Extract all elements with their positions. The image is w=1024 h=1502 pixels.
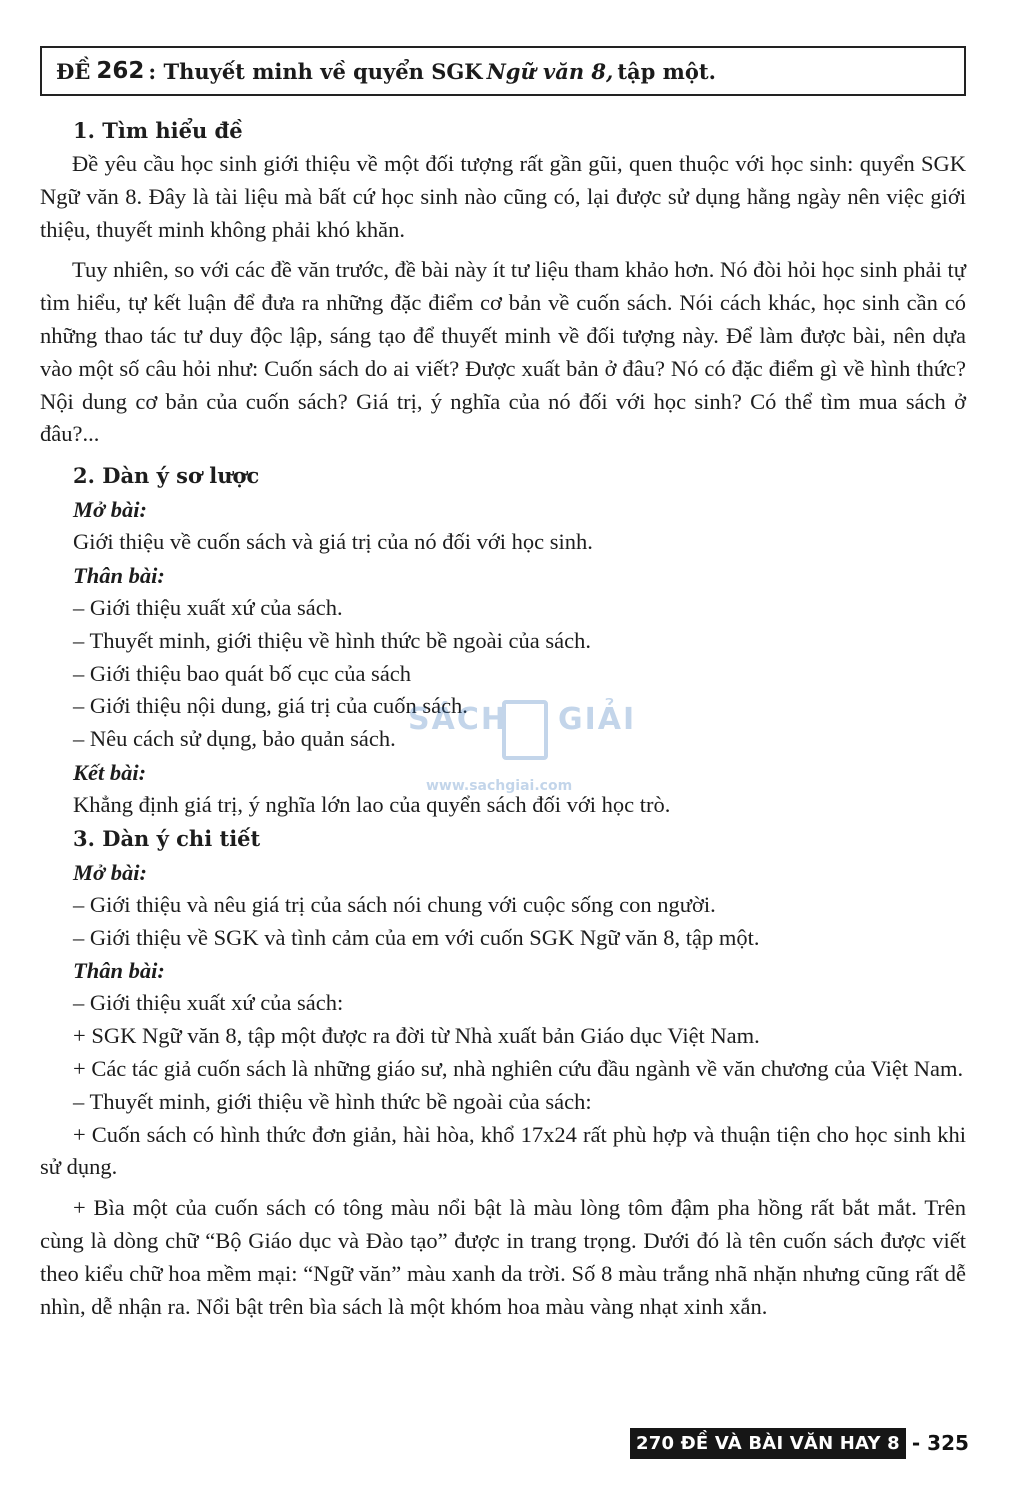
title-book-name: Ngữ văn 8, — [486, 58, 614, 84]
watermark-url: www.sachgiai.com — [426, 778, 573, 794]
paragraph: Giới thiệu về cuốn sách và giá trị của nó đối với học sinh. — [73, 529, 593, 555]
watermark-logo: SÁCH — [408, 702, 508, 737]
list-item: – Giới thiệu nội dung, giá trị của cuốn sách. — [73, 693, 468, 719]
list-item: + Bìa một của cuốn sách có tông màu nổi bật là màu lòng tôm đậm pha hồng rất bắt mắt. Trên cùng là dòng chữ “Bộ Giáo dục và Đào tạo” được in trang trọng. Dưới đó là tên cuốn sách được viết theo kiểu chữ hoa mềm mại: “Ngữ văn” màu xanh da trời. Số 8 màu trắng nhã nhặn nhưng cũng rất dễ nhìn, dễ nhận ra. Nổi bật trên bìa sách là một khóm hoa màu vàng nhạt xinh xắn. — [40, 1195, 966, 1319]
list-item: – Giới thiệu xuất xứ của sách. — [73, 594, 343, 620]
watermark-logo-right: GIẢI — [558, 702, 637, 737]
subheading-ket-bai: Kết bài: — [73, 759, 147, 785]
list-item: – Thuyết minh, giới thiệu về hình thức bề ngoài của sách. — [73, 627, 591, 653]
subheading-than-bai: Thân bài: — [73, 958, 165, 984]
paragraph: Đề yêu cầu học sinh giới thiệu về một đối tượng rất gần gũi, quen thuộc với học sinh: quyển SGK Ngữ văn 8. Đây là tài liệu mà bất cứ học sinh nào cũng có, lại được sử dụng hằng ngày nên việc giới thiệu, thuyết minh không phải khó khăn. — [40, 151, 966, 242]
section-heading-1: 1. Tìm hiểu đề — [73, 118, 243, 143]
list-item: – Giới thiệu và nêu giá trị của sách nói chung với cuộc sống con người. — [73, 891, 716, 917]
subheading-than-bai: Thân bài: — [73, 562, 165, 588]
list-item: – Giới thiệu về SGK và tình cảm của em với cuốn SGK Ngữ văn 8, tập một. — [73, 924, 760, 950]
page-number: - 325 — [911, 1431, 969, 1455]
list-item: – Thuyết minh, giới thiệu về hình thức bề ngoài của sách: — [73, 1088, 592, 1114]
paragraph: Khẳng định giá trị, ý nghĩa lớn lao của quyển sách đối với học trò. — [73, 791, 671, 817]
exercise-title — [40, 46, 966, 96]
subheading-mo-bai: Mở bài: — [73, 859, 147, 885]
list-item: – Giới thiệu bao quát bố cục của sách — [73, 660, 412, 686]
list-item: + Cuốn sách có hình thức đơn giản, hài hòa, khổ 17x24 rất phù hợp và thuận tiện cho học sinh khi sử dụng. — [40, 1121, 966, 1180]
section-heading-2: 2. Dàn ý sơ lược — [73, 463, 260, 489]
list-item: + Các tác giả cuốn sách là những giáo sư, nhà nghiên cứu đầu ngành về văn chương của Việt Nam. — [73, 1055, 964, 1081]
list-item: – Giới thiệu xuất xứ của sách: — [73, 990, 344, 1016]
section-heading-3: 3. Dàn ý chi tiết — [73, 825, 261, 851]
title-prefix: ĐỀ — [56, 58, 91, 84]
book-title-banner: 270 ĐỀ VÀ BÀI VĂN HAY 8 — [630, 1428, 906, 1459]
list-item: – Nêu cách sử dụng, bảo quản sách. — [73, 726, 396, 752]
subheading-mo-bai: Mở bài: — [73, 497, 147, 523]
title-text-end: tập một. — [617, 58, 716, 84]
paragraph: Tuy nhiên, so với các đề văn trước, đề bài này ít tư liệu tham khảo hơn. Nó đòi hỏi học sinh phải tự tìm hiểu, tự kết luận để đưa ra những đặc điểm cơ bản về cuốn sách. Nói cách khác, học sinh cần có những thao tác tư duy độc lập, sáng tạo để thuyết minh về đối tượng này. Để làm được bài, nên dựa vào một số câu hỏi như: Cuốn sách do ai viết? Được xuất bản ở đâu? Nó có đặc điểm gì về hình thức? Nội dung cơ bản của cuốn sách? Giá trị, ý nghĩa của nó đối với học sinh? Có thể tìm mua sách ở đâu?... — [40, 257, 966, 447]
title-text: : Thuyết minh về quyển SGK — [148, 58, 483, 84]
document-body — [40, 114, 966, 1323]
exercise-number: 262 — [96, 58, 145, 84]
page-footer — [630, 1426, 969, 1460]
list-item: + SGK Ngữ văn 8, tập một được ra đời từ Nhà xuất bản Giáo dục Việt Nam. — [73, 1023, 760, 1049]
